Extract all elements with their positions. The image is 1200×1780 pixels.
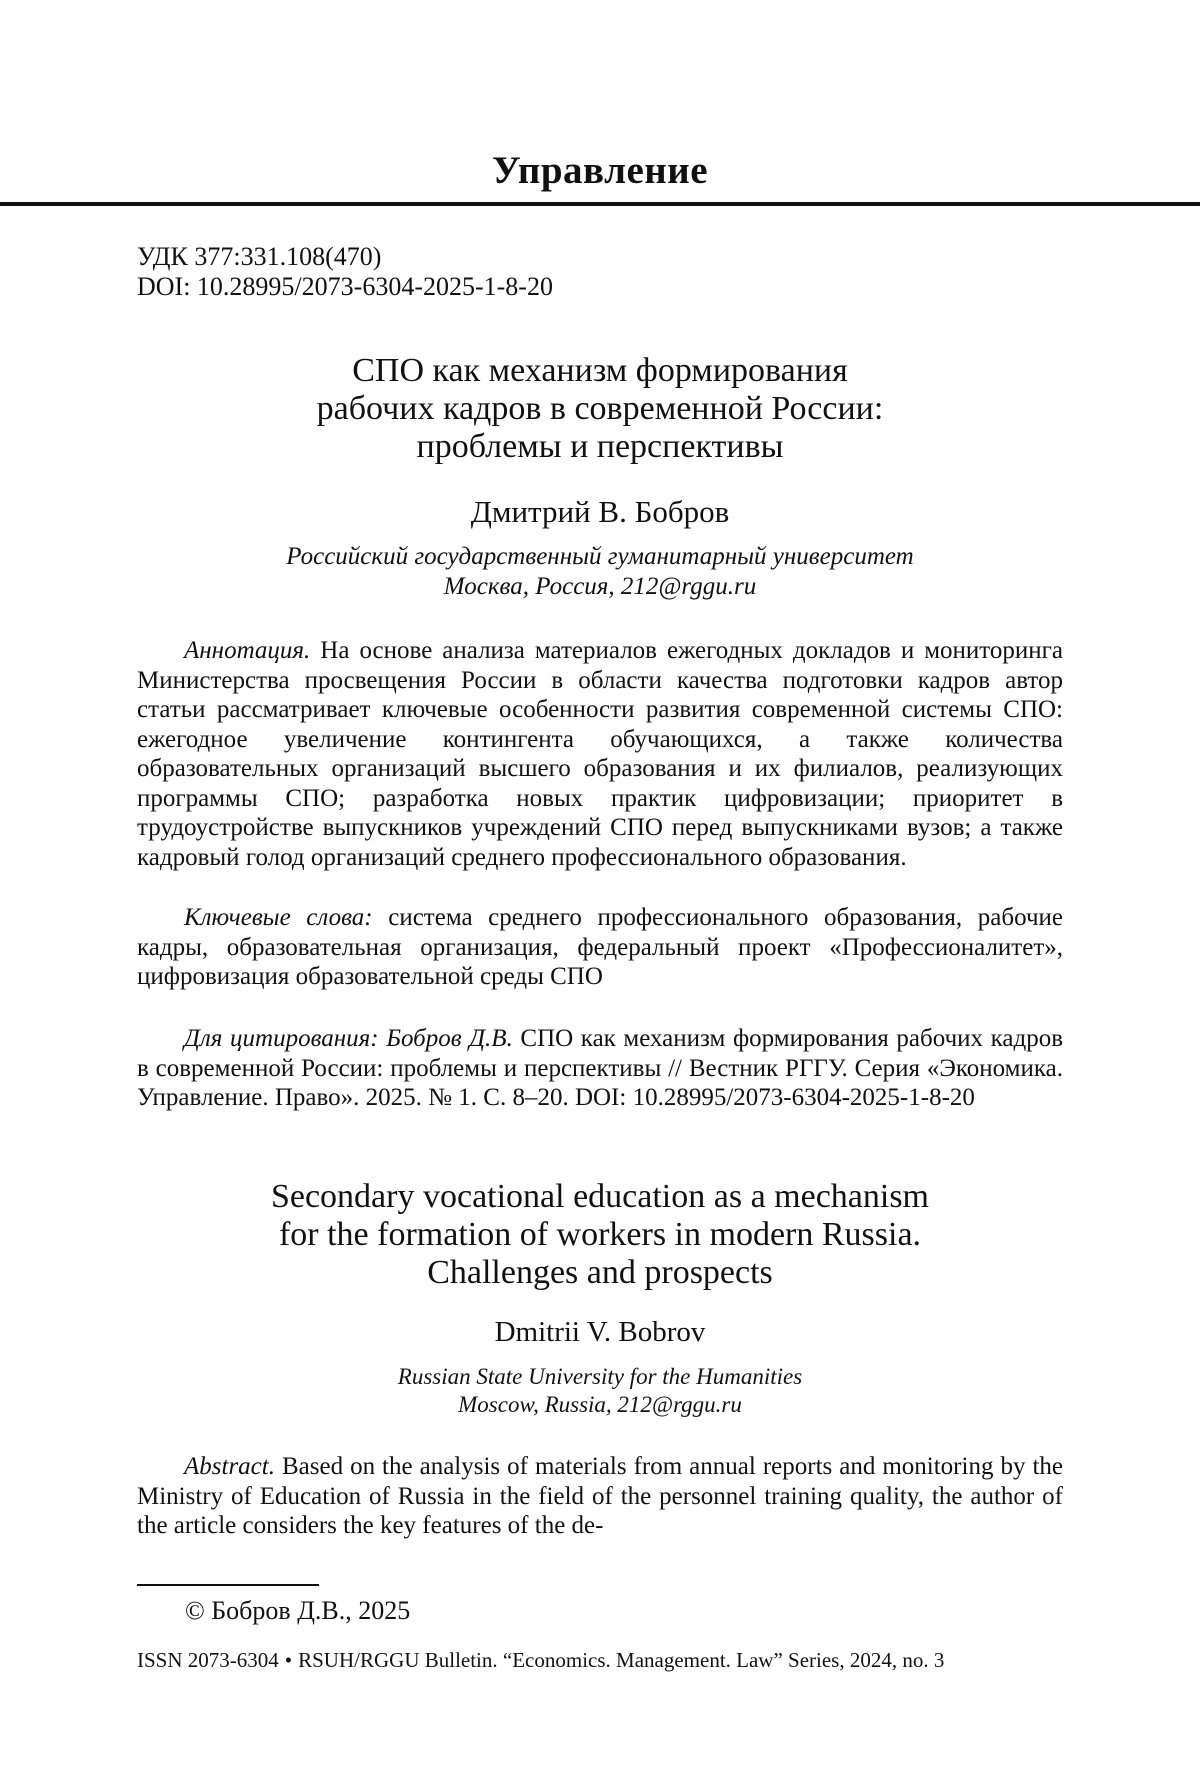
abstract-en xyxy=(137,1452,1063,1541)
article-meta xyxy=(137,242,553,302)
keywords-label: Ключевые слова: xyxy=(184,904,373,931)
doi-code: DOI: 10.28995/2073-6304-2025-1-8-20 xyxy=(137,272,553,302)
issn: ISSN 2073-6304 xyxy=(137,1648,279,1672)
udk-code: УДК 377:331.108(470) xyxy=(137,242,553,272)
location-email: Moscow, Russia, 212@rggu.ru xyxy=(137,1391,1063,1419)
affiliation-ru xyxy=(137,542,1063,602)
author-name-en: Dmitrii V. Bobrov xyxy=(137,1316,1063,1349)
keywords-ru xyxy=(137,903,1063,992)
section-heading: Управление xyxy=(0,148,1200,193)
title-line: Secondary vocational education as a mechanism xyxy=(137,1178,1063,1216)
abstract-label: Аннотация. xyxy=(184,637,310,664)
abstract-text: На основе анализа материалов ежегодных докладов и мониторинга Министерства просвещения России в области качества подготовки кадров автор статьи рассматривает ключевые особенности развития современной системы СПО: ежегодное увеличение контингента обучающихся, а также количества образовательных организаций высшего образования и их филиалов, реализующих программы СПО; разработка новых практик цифровизации; приоритет в трудоустройстве выпускников учреждений СПО перед выпускниками вузов; а также кадровый голод организаций среднего профессионального образования. xyxy=(137,637,1063,871)
abstract-text: Based on the analysis of materials from annual reports and monitoring by the Ministry of Education of Russia in the field of the personnel training quality, the author of the article considers the key features of the de- xyxy=(137,1453,1063,1539)
article-title-ru xyxy=(137,352,1063,466)
keywords-text: система среднего профессионального образования, рабочие кадры, образовательная организация, федеральный проект «Профессионалитет», цифровизация образовательной среды СПО xyxy=(137,904,1063,990)
abstract-ru xyxy=(137,636,1063,872)
title-line: рабочих кадров в современной России: xyxy=(137,390,1063,428)
copyright-note: © Бобров Д.В., 2025 xyxy=(185,1596,410,1626)
citation xyxy=(137,1024,1063,1113)
location-email: Москва, Россия, 212@rggu.ru xyxy=(137,572,1063,602)
abstract-label: Abstract. xyxy=(184,1453,275,1480)
title-line: СПО как механизм формирования xyxy=(137,352,1063,390)
footer-bullet: • xyxy=(285,1648,292,1672)
page-footer xyxy=(137,1648,1063,1673)
title-line: for the formation of workers in modern Russia. xyxy=(137,1216,1063,1254)
affiliation-en xyxy=(137,1363,1063,1419)
university-name: Russian State University for the Humanities xyxy=(137,1363,1063,1391)
title-line: проблемы и перспективы xyxy=(137,428,1063,466)
citation-text: СПО как механизм формирования рабочих кадров в современной России: проблемы и перспективы // Вестник РГГУ. Серия «Экономика. Управление. Право». 2025. № 1. С. 8–20. DOI: 10.28995/2073-6304-2025-1-8-20 xyxy=(137,1025,1063,1111)
journal-info: RSUH/RGGU Bulletin. “Economics. Management. Law” Series, 2024, no. 3 xyxy=(298,1648,944,1672)
title-line: Challenges and prospects xyxy=(137,1254,1063,1292)
citation-label: Для цитирования: Бобров Д.В. xyxy=(184,1025,513,1052)
author-name-ru: Дмитрий В. Бобров xyxy=(137,494,1063,530)
footnote-divider xyxy=(137,1584,319,1586)
article-title-en xyxy=(137,1178,1063,1292)
university-name: Российский государственный гуманитарный университет xyxy=(137,542,1063,572)
section-divider xyxy=(0,202,1200,206)
